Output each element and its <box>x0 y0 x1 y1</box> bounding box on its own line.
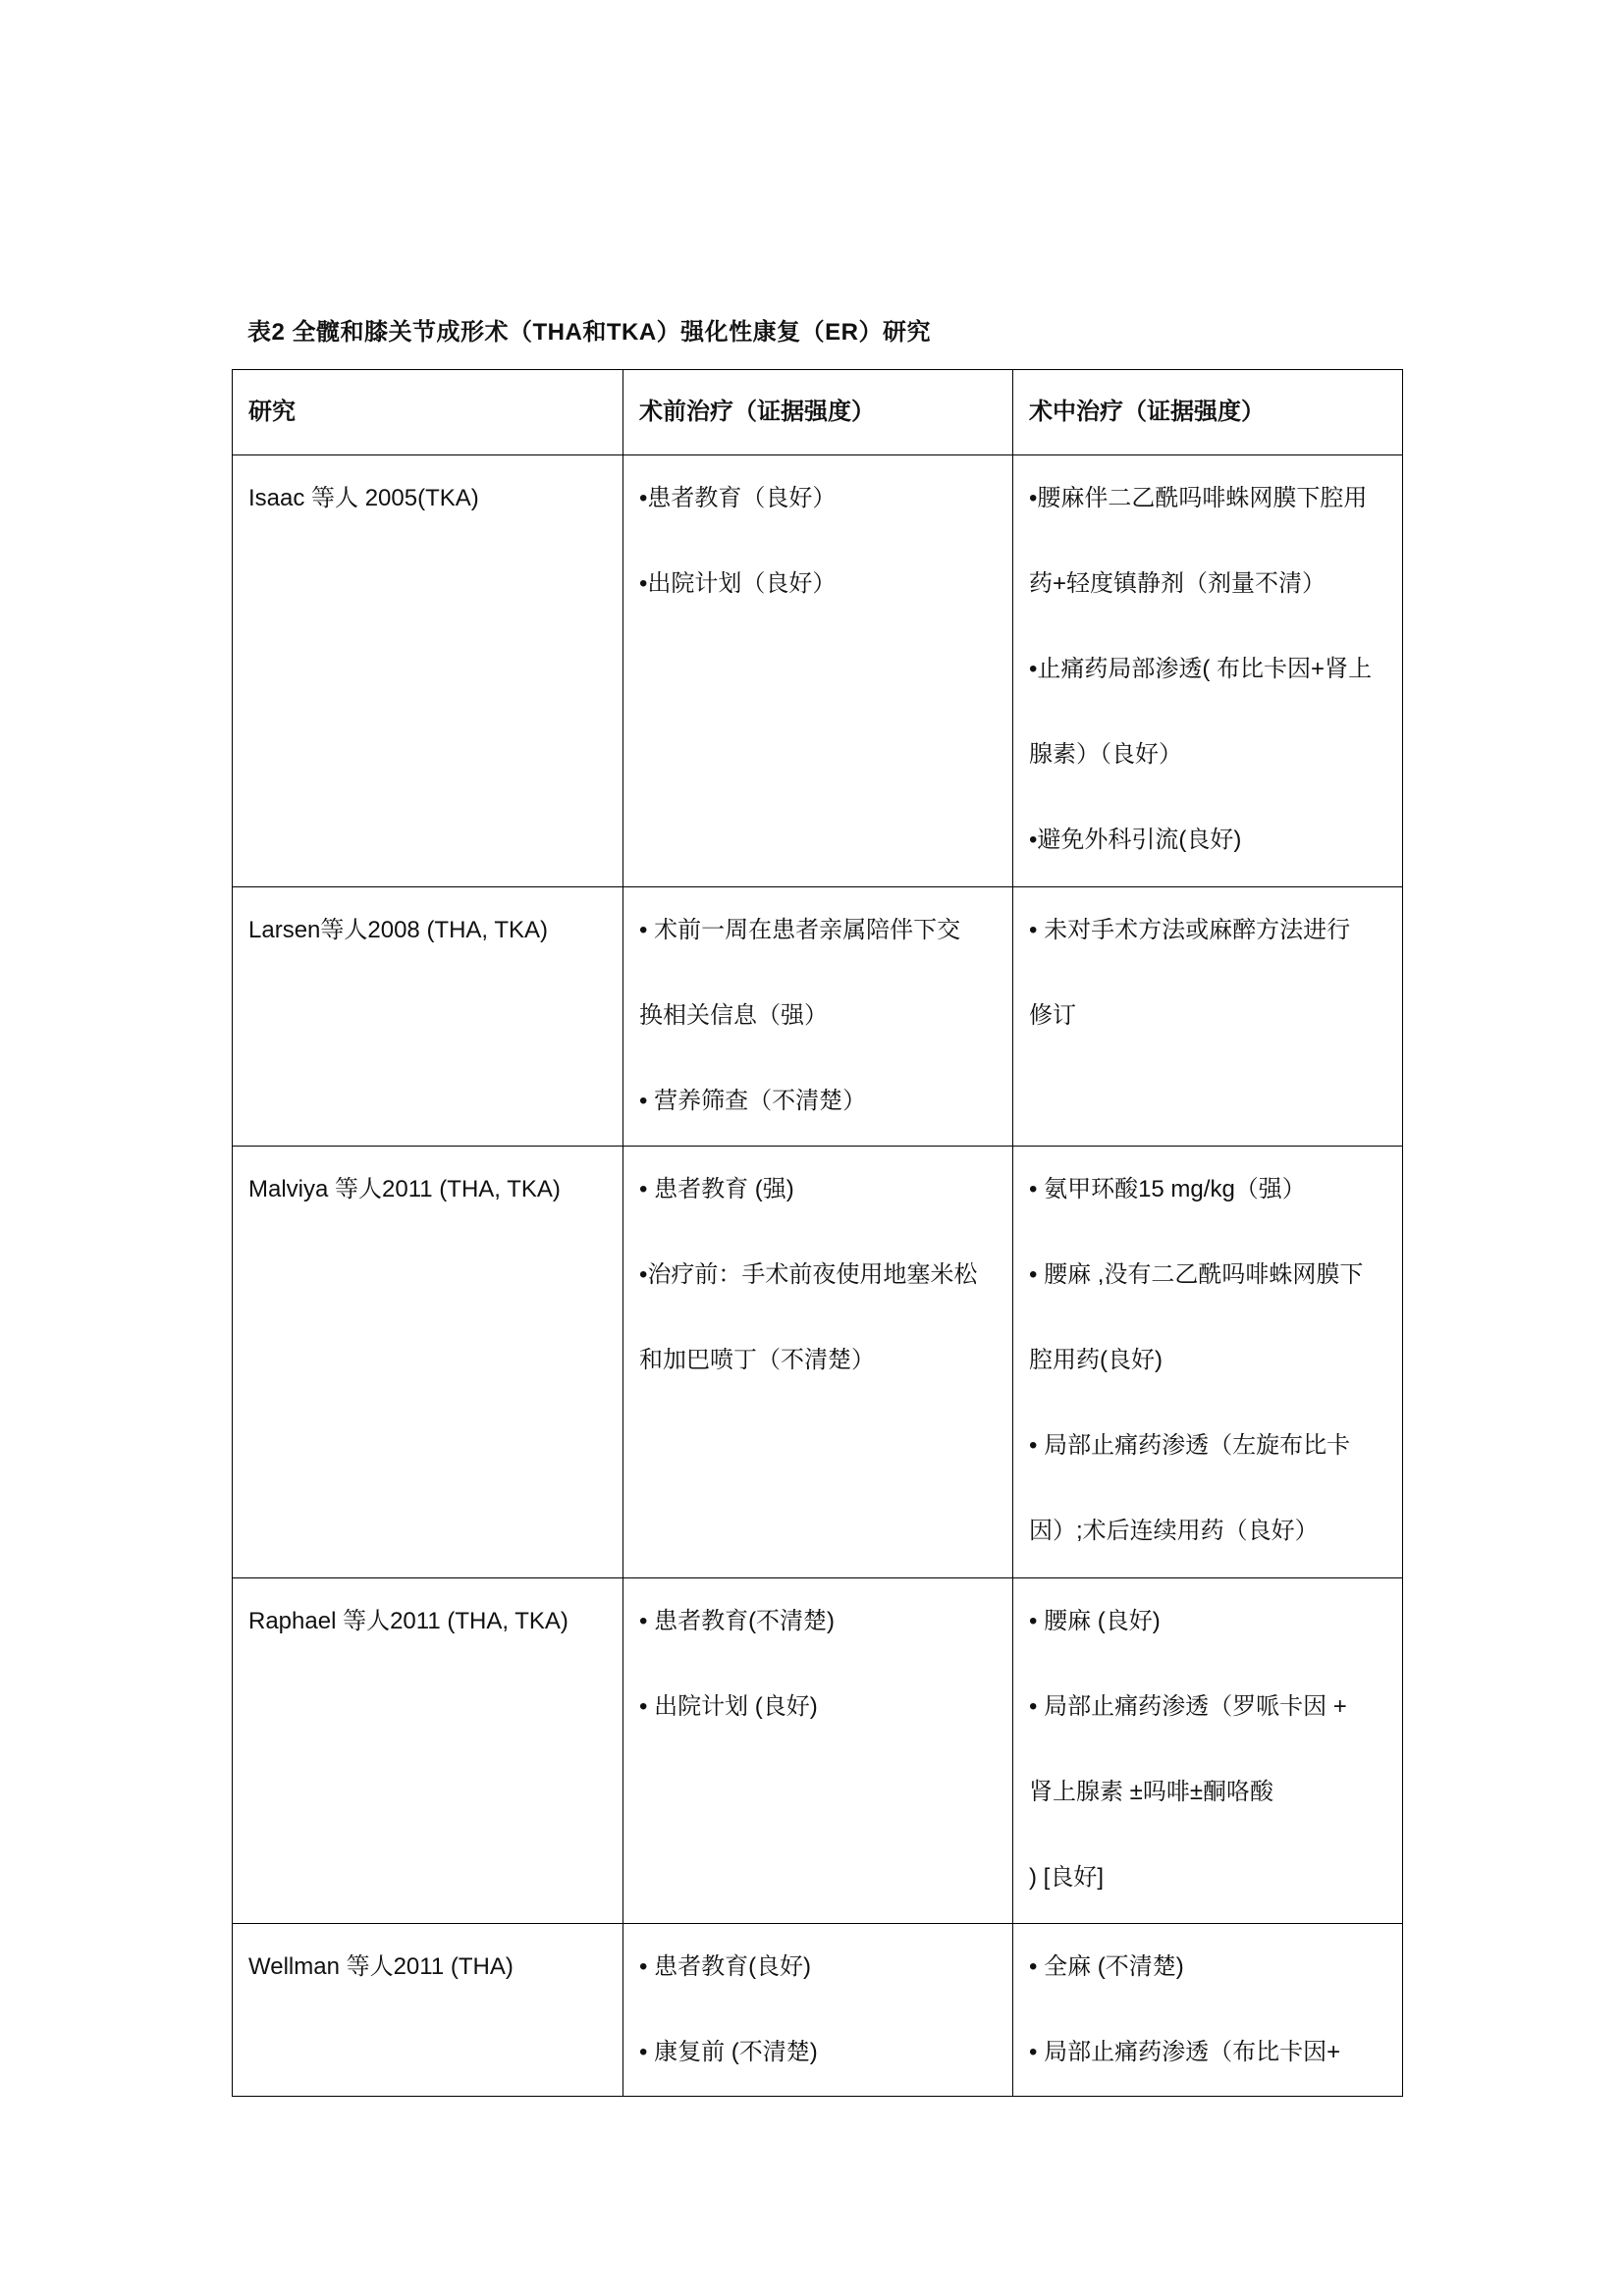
cell-study <box>233 1147 623 1578</box>
study-name: Larsen等人2008 (THA, TKA) <box>248 917 549 943</box>
preop-item: •患者教育（良好） <box>639 485 837 511</box>
cell-intraop <box>1013 1924 1403 2097</box>
preop-item: • 康复前 (不清楚) <box>639 2039 818 2065</box>
er-studies-table <box>232 369 1403 2097</box>
cell-preop <box>623 455 1013 887</box>
intraop-item: • 腰麻 (良好) <box>1029 1608 1161 1634</box>
intraop-item: •避免外科引流(良好) <box>1029 827 1242 853</box>
cell-intraop <box>1013 455 1403 887</box>
cell-intraop <box>1013 887 1403 1147</box>
table-row <box>233 1147 1403 1578</box>
study-name: Wellman 等人2011 (THA) <box>248 1953 514 1980</box>
cell-study <box>233 1578 623 1924</box>
header-study: 研究 <box>233 370 623 455</box>
cell-intraop <box>1013 1578 1403 1924</box>
cell-study <box>233 455 623 887</box>
header-intraop: 术中治疗（证据强度） <box>1013 370 1403 455</box>
table-row <box>233 1578 1403 1924</box>
preop-item: • 患者教育 (强) <box>639 1176 794 1202</box>
intraop-item: •止痛药局部渗透( 布比卡因+肾上 <box>1029 656 1373 682</box>
preop-item: • 术前一周在患者亲属陪伴下交 <box>639 917 961 943</box>
intraop-item: • 局部止痛药渗透（左旋布比卡 <box>1029 1432 1351 1459</box>
intraop-item: 修订 <box>1029 1002 1076 1029</box>
intraop-item: 腔用药(良好) <box>1029 1347 1163 1373</box>
intraop-item: • 局部止痛药渗透（布比卡因+ <box>1029 2039 1341 2065</box>
cell-preop <box>623 1924 1013 2097</box>
preop-item: 换相关信息（强） <box>639 1002 828 1029</box>
cell-preop <box>623 1147 1013 1578</box>
preop-item: 和加巴喷丁（不清楚） <box>639 1347 875 1373</box>
cell-preop <box>623 887 1013 1147</box>
table-row <box>233 887 1403 1147</box>
intraop-item: • 未对手术方法或麻醉方法进行 <box>1029 917 1351 943</box>
cell-preop <box>623 1578 1013 1924</box>
intraop-item: 腺素）（良好） <box>1029 741 1182 768</box>
cell-study <box>233 887 623 1147</box>
intraop-item: 药+轻度镇静剂（剂量不清） <box>1029 570 1326 597</box>
intraop-item: • 局部止痛药渗透（罗哌卡因 + <box>1029 1693 1347 1720</box>
preop-item: •出院计划（良好） <box>639 570 837 597</box>
preop-item: • 患者教育(不清楚) <box>639 1608 836 1634</box>
table-row <box>233 1924 1403 2097</box>
study-name: Malviya 等人2011 (THA, TKA) <box>248 1176 561 1202</box>
intraop-item: 肾上腺素 ±吗啡±酮咯酸 <box>1029 1779 1274 1805</box>
table-title: 表2 全髋和膝关节成形术（THA和TKA）强化性康复（ER）研究 <box>247 319 932 346</box>
preop-item: • 出院计划 (良好) <box>639 1693 818 1720</box>
intraop-item: • 腰麻 ,没有二乙酰吗啡蛛网膜下 <box>1029 1261 1364 1288</box>
table-row <box>233 455 1403 887</box>
intraop-item: ) [良好] <box>1029 1864 1104 1891</box>
table-header-row <box>233 370 1403 455</box>
cell-study <box>233 1924 623 2097</box>
study-name: Isaac 等人 2005(TKA) <box>248 485 479 511</box>
intraop-item: •腰麻伴二乙酰吗啡蛛网膜下腔用 <box>1029 485 1368 511</box>
header-preop: 术前治疗（证据强度） <box>623 370 1013 455</box>
preop-item: •治疗前：手术前夜使用地塞米松 <box>639 1261 978 1288</box>
intraop-item: • 全麻 (不清楚) <box>1029 1953 1184 1980</box>
intraop-item: • 氨甲环酸15 mg/kg（强） <box>1029 1176 1306 1202</box>
preop-item: • 患者教育(良好) <box>639 1953 812 1980</box>
cell-intraop <box>1013 1147 1403 1578</box>
intraop-item: 因）;术后连续用药（良好） <box>1029 1518 1319 1544</box>
study-name: Raphael 等人2011 (THA, TKA) <box>248 1608 568 1634</box>
preop-item: • 营养筛查（不清楚） <box>639 1088 867 1114</box>
